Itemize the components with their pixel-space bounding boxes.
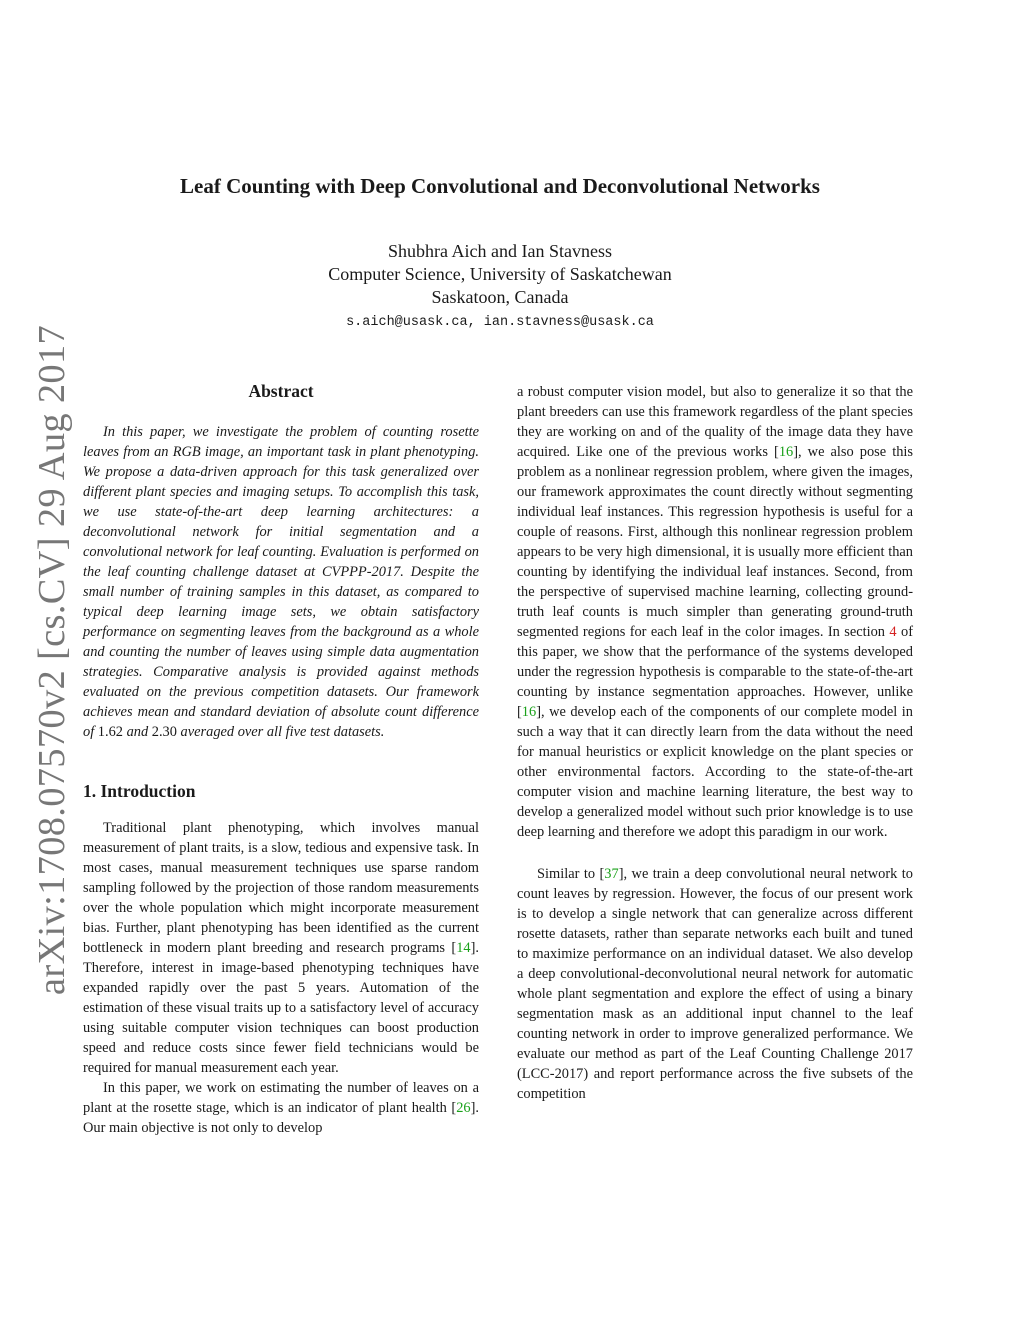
citation-link[interactable]: 14 — [456, 940, 471, 956]
intro-p1-text-b: ]. Therefore, interest in image-based phenotyping techniques have expanded rapidly over the past 5 years. Automation of the estimation of these visual traits up to a satisfactory level of accuracy using suitable computer vision techniques can boost production speed and reduce costs since fewer field technicians would be required for manual measurement each year. — [83, 940, 479, 1076]
intro-paragraph-3 — [517, 864, 913, 1104]
citation-link[interactable]: 16 — [778, 444, 794, 460]
abstract-text-c: averaged over all five test datasets. — [176, 724, 385, 740]
abstract-section — [83, 380, 479, 742]
section-reference-link[interactable]: 4 — [889, 624, 897, 640]
intro-paragraph-2 — [83, 1078, 479, 1138]
citation-link[interactable]: 16 — [521, 704, 537, 720]
intro-r1-text-c: of this paper, we show that the performance of the systems developed under the regression hypothesis is comparable to the state-of-the-art counting by instance segmentation approaches. However, unlike [ — [517, 624, 913, 720]
author-affiliation: Computer Science, University of Saskatchewan — [328, 264, 672, 284]
intro-paragraph-2-continued — [517, 382, 913, 842]
intro-r2-text-b: ], we train a deep convolutional neural network to count leaves by regression. However, the focus of our present work is to develop a single network that can generalize across different rosette datasets, rather than separate networks each built and tuned to maximize performance on an individual dataset. We also develop a deep convolutional-deconvolutional neural network for automatic whole plant segmentation and explore the effect of using a binary segmentation mask as an additional input channel to the leaf counting network in order to improve generalized performance. We evaluate our method as part of the Leaf Counting Challenge 2017 (LCC-2017) and report performance across the five subsets of the competition — [517, 866, 913, 1102]
abstract-paragraph — [83, 422, 479, 742]
author-block — [0, 240, 1000, 335]
intro-p2-text-a: In this paper, we work on estimating the number of leaves on a plant at the rosette stage, which is an indicator of plant health [ — [83, 1080, 479, 1116]
intro-r1-text-a: a robust computer vision model, but also to generalize it so that the plant breeders can use this framework regardless of the plant species they are working on and of the quality of the image data they have acquired. Like one of the previous works [ — [517, 384, 913, 460]
left-column — [83, 380, 479, 1138]
intro-p1-text-a: Traditional plant phenotyping, which involves manual measurement of plant traits, is a slow, tedious and expensive task. In most cases, manual measurement techniques use sparse random sampling followed by the projection of those random measurements over the whole population which might incorporate measurement bias. Further, plant phenotyping has been identified as the current bottleneck in modern plant breeding and research programs [ — [83, 820, 479, 956]
abstract-std-value: 2.30 — [151, 724, 177, 740]
intro-r1-text-d: ], we develop each of the components of our complete model in such a way that it can directly learn from the data without the need for manual heuristics or explicit knowledge on the plant species or other environmental factors. According to the state-of-the-art computer vision and machine learning literature, the best way to develop a generalized model without such prior knowledge is to use deep learning and therefore we adopt this paradigm in our work. — [517, 704, 913, 840]
citation-link[interactable]: 37 — [604, 866, 619, 882]
author-emails: s.aich@usask.ca, ian.stavness@usask.ca — [346, 315, 654, 330]
intro-r1-text-b: ], we also pose this problem as a nonlinear regression problem, where given the images, our framework approximates the count directly without segmenting individual leaf instances. This regression hypothesis is useful for a couple of reasons. First, although this nonlinear regression problem appears to be very high dimensional, it is usually more efficient than counting by identifying the individual leaf instances. Second, from the perspective of supervised machine learning, collecting ground-truth leaf counts is much simpler than generating ground-truth segmented regions for each leaf in the color images. In section — [517, 444, 913, 640]
abstract-mean-value: 1.62 — [97, 724, 123, 740]
author-location: Saskatoon, Canada — [431, 287, 569, 307]
author-names: Shubhra Aich and Ian Stavness — [388, 241, 612, 261]
intro-p2-text-b: ]. Our main objective is not only to develop — [83, 1100, 479, 1136]
arxiv-identifier-stamp: arXiv:1708.07570v2 [cs.CV] 29 Aug 2017 — [31, 324, 73, 996]
abstract-text-a: In this paper, we investigate the problem of counting rosette leaves from an RGB image, an important task in plant phenotyping. We propose a data-driven approach for this task generalized over different plant species and imaging setups. To accomplish this task, we use state-of-the-art deep learning architectures: a deconvolutional network for initial segmentation and a convolutional network for leaf counting. Evaluation is performed on the leaf counting challenge dataset at CVPPP-2017. Despite the small number of training samples in this dataset, as compared to typical deep learning image sets, we obtain satisfactory performance on segmenting leaves from the background as a whole and counting the number of leaves using simple data augmentation strategies. Comparative analysis is provided against methods evaluated on the previous competition datasets. Our framework achieves mean and standard deviation of absolute count difference of — [83, 424, 479, 740]
abstract-text-b: and — [122, 724, 152, 740]
intro-r2-text-a: Similar to [ — [537, 866, 605, 882]
introduction-heading: 1. Introduction — [83, 781, 196, 801]
abstract-heading: Abstract — [248, 381, 314, 401]
paper-title: Leaf Counting with Deep Convolutional and Deconvolutional Networks — [180, 174, 820, 198]
citation-link[interactable]: 26 — [456, 1100, 471, 1116]
right-column — [517, 382, 913, 1104]
intro-paragraph-1 — [83, 818, 479, 1078]
